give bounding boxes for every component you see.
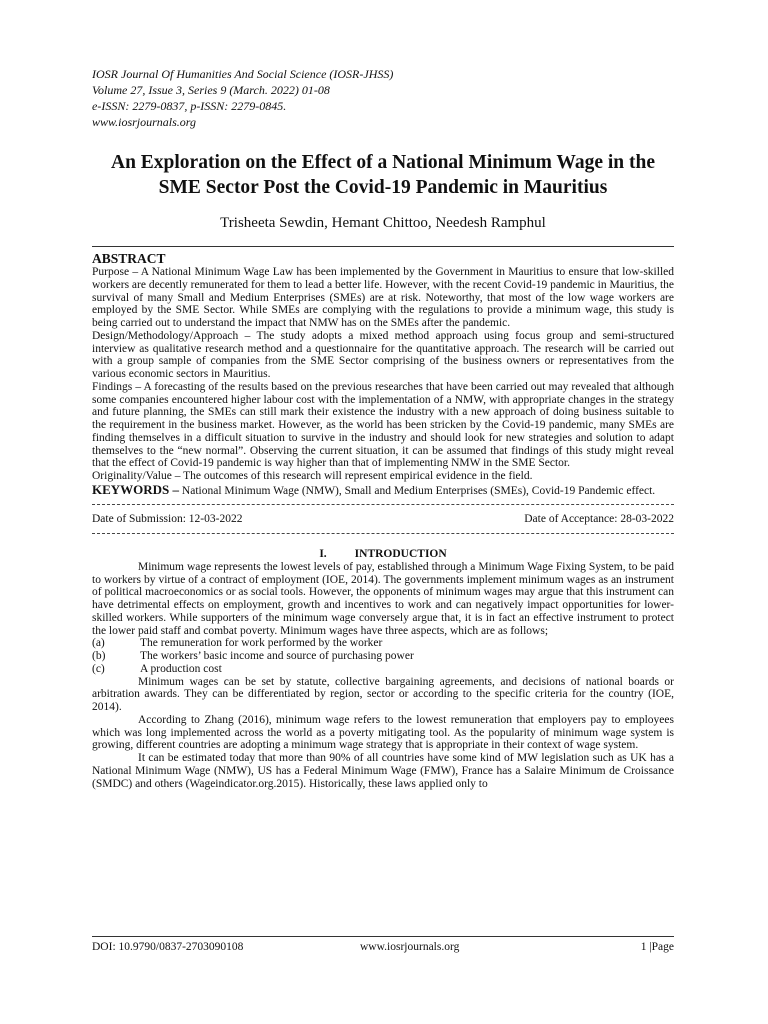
journal-header <box>92 66 674 130</box>
page-footer <box>92 936 674 953</box>
dates-row <box>92 513 674 525</box>
footer-page-number: 1 |Page <box>640 941 674 953</box>
footer-site: www.iosrjournals.org <box>360 941 460 953</box>
list-marker: (c) <box>92 662 105 675</box>
list-text: A production cost <box>140 662 222 675</box>
list-marker: (b) <box>92 650 106 662</box>
abstract-heading: ABSTRACT <box>92 251 166 266</box>
paper-title: An Exploration on the Effect of a National Minimum Wage in the SME Sector Post the Covid-19 Pandemic in Mauritius <box>110 152 656 198</box>
intro-paragraph-4: It can be estimated today that more than 90% of all countries have some kind of MW legislation such as UK has a National Minimum Wage (NMW), US has a Federal Minimum Wage (FMW), France has a Salaire Minimum de Croissance (SMDC) and others (Wageindicator.org.2015). Historically, these laws applied only to <box>92 752 674 790</box>
intro-paragraph-3: According to Zhang (2016), minimum wage refers to the lowest remuneration that employers pay to employees which was long implemented across the world as a poverty mitigating tool. As the popularity of minimum wage system is growing, different countries are adopting a minimum wage strategy that is appropriate in their context of wage system. <box>92 713 674 752</box>
journal-issn: e-ISSN: 2279-0837, p-ISSN: 2279-0845. <box>92 99 287 113</box>
dashed-rule-top <box>92 504 674 505</box>
abstract-findings: Findings – A forecasting of the results based on the previous researches that have been carried out may revealed that although some companies encountered higher labour cost with the implementation of a NMW, with appropriate changes in the strategy and future planning, the SMEs can still mark their existence the industry with a new approach of doing business suitable to the requirement in the business market. However, as the world has been stricken by the Covid-19 pandemic, many SMEs are finding themselves in a difficult situation to survive in the industry and should look for new strategies and solution to adapt themselves to the “new normal”. Observing the current situation, it can be assumed that findings of this study might reveal that the effect of Covid-19 pandemic is way higher than that of implementing NMW in the SME Sector. <box>92 380 674 470</box>
submission-date: Date of Submission: 12-03-2022 <box>92 512 243 525</box>
intro-paragraph-1: Minimum wage represents the lowest levels of pay, established through a Minimum Wage Fixing System, to be paid to workers by virtue of a contract of employment (IOE, 2014). The governments implement minimum wages as an instrument of political macroeconomics or as social tools. However, the opponents of minimum wages may argue that this instrument can have detrimental effects on employment, growth and incentives to work and can negatively impact opportunities for lower-skilled workers. While supporters of the minimum wage conversely argue that, it is in fact an effective instrument to protect the lower paid staff and combat poverty. Minimum wages have three aspects, which are as follows; <box>92 560 674 637</box>
list-item <box>92 663 674 676</box>
list-marker: (a) <box>92 637 105 650</box>
keywords-text: National Minimum Wage (NMW), Small and Medium Enterprises (SMEs), Covid-19 Pandemic effect. <box>179 484 656 497</box>
keywords-label: KEYWORDS – <box>92 481 180 497</box>
paper-page <box>92 66 674 790</box>
section-number: I. <box>319 547 327 560</box>
keywords <box>92 483 674 498</box>
dashed-rule-bottom <box>92 533 674 534</box>
acceptance-date: Date of Acceptance: 28-03-2022 <box>524 512 674 525</box>
aspects-list <box>92 637 674 675</box>
abstract-rule <box>92 246 674 247</box>
abstract-purpose: Purpose – A National Minimum Wage Law has been implemented by the Government in Mauritius to ensure that low-skilled workers are decently remunerated for them to lead a better life. However, with the recent Covid-19 pandemic in Mauritius, the survival of many Small and Medium Enterprises (SMEs) are at risk. Noteworthy, that most of the low wage workers are employed by the SME Sector. While SMEs are complying with the regulations to provide a minimum wage, this study is being carried out to understand the impact that NMW has on the SMEs after the pandemic. <box>92 266 674 329</box>
abstract-design: Design/Methodology/Approach – The study adopts a mixed method approach using focus group and semi-structured interview as qualitative research method and a questionnaire for the quantitative approach. The research will be carried out with a group sample of companies from the SME Sector comprising of the business owners or representatives from the various economic sectors in Mauritius. <box>92 329 674 380</box>
list-item <box>92 650 674 663</box>
list-text: The remuneration for work performed by the worker <box>140 637 383 650</box>
list-text: The workers’ basic income and source of purchasing power <box>140 650 414 662</box>
section-heading <box>92 548 674 560</box>
abstract-originality: Originality/Value – The outcomes of this research will represent empirical evidence in the field. <box>92 470 533 482</box>
list-item <box>92 637 674 650</box>
paper-authors: Trisheeta Sewdin, Hemant Chittoo, Needesh Ramphul <box>220 215 546 231</box>
journal-name: IOSR Journal Of Humanities And Social Science (IOSR-JHSS) <box>92 67 394 81</box>
intro-paragraph-2: Minimum wages can be set by statute, collective bargaining agreements, and decisions of national boards or arbitration awards. They can be differentiated by region, sector or according to the specific criteria for the country (IOE, 2014). <box>92 675 674 713</box>
section-title: INTRODUCTION <box>354 547 447 560</box>
journal-url: www.iosrjournals.org <box>92 115 197 129</box>
footer-doi: DOI: 10.9790/0837-2703090108 <box>92 941 244 953</box>
journal-volume: Volume 27, Issue 3, Series 9 (March. 2022) 01-08 <box>92 83 330 97</box>
